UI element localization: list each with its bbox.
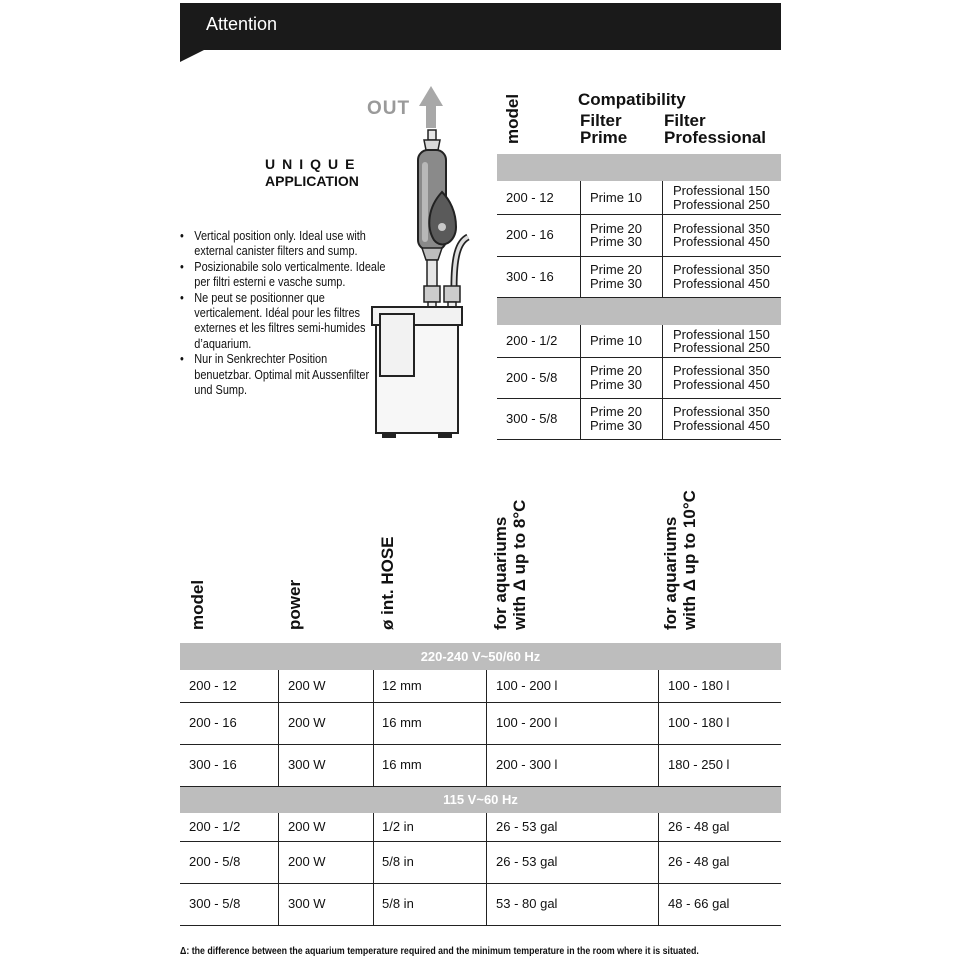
column-divider: [662, 214, 663, 256]
column-divider: [278, 744, 279, 786]
compat-pro-cell: Professional 350 Professional 450: [673, 220, 770, 249]
note-german: • Nur in Senkrechter Position benuetzbar. Optimal mit Aussenfilter und Sump.: [180, 351, 386, 397]
spec-hose-cell: 16 mm: [382, 757, 422, 773]
compat-model-header: model: [503, 93, 522, 144]
spec-10c-cell: 180 - 250 l: [668, 757, 730, 773]
spec-power-cell: 200 W: [288, 819, 326, 835]
spec-power-cell: 200 W: [288, 678, 326, 694]
column-divider: [486, 702, 487, 744]
spec-8c-cell: 26 - 53 gal: [496, 854, 558, 870]
column-divider: [278, 841, 279, 883]
spec-8c-cell: 53 - 80 gal: [496, 896, 558, 912]
spec-8c-cell: 100 - 200 l: [496, 715, 558, 731]
compat-row: [497, 181, 781, 215]
column-divider: [580, 181, 581, 214]
spec-header-hose: ø int. HOSE: [378, 536, 397, 630]
out-label: OUT: [367, 98, 411, 119]
spec-10c-cell: 100 - 180 l: [668, 678, 730, 694]
spec-power-cell: 200 W: [288, 715, 326, 731]
compat-prime-cell: Prime 20 Prime 30: [590, 404, 643, 433]
column-divider: [486, 883, 487, 925]
compat-row: [497, 357, 781, 399]
page-title: Attention: [206, 14, 278, 34]
application-label: APPLICATION: [265, 173, 359, 189]
compat-prime-cell: Prime 20 Prime 30: [590, 262, 643, 291]
spec-8c-cell: 100 - 200 l: [496, 678, 558, 694]
note-italian: • Posizionabile solo verticalmente. Ideale per filtri esterni e vasche sump.: [180, 259, 386, 290]
column-divider: [278, 883, 279, 925]
column-divider: [662, 398, 663, 439]
compat-prime-cell: Prime 10: [590, 333, 643, 349]
spec-hose-cell: 16 mm: [382, 715, 422, 731]
column-divider: [278, 813, 279, 841]
column-divider: [373, 702, 374, 744]
compat-row: [497, 325, 781, 358]
column-divider: [580, 398, 581, 439]
column-divider: [486, 813, 487, 841]
spec-model-cell: 300 - 16: [189, 757, 237, 773]
compat-model-cell: 300 - 5/8: [506, 410, 558, 426]
spec-row: [180, 841, 781, 884]
compat-model-cell: 300 - 16: [506, 268, 554, 284]
spec-model-cell: 200 - 16: [189, 715, 237, 731]
column-divider: [658, 813, 659, 841]
spec-header-model: model: [188, 579, 207, 630]
column-divider: [373, 883, 374, 925]
column-divider: [580, 325, 581, 357]
column-divider: [658, 670, 659, 702]
note-english: • Vertical position only. Ideal use with external canister filters and sump.: [180, 228, 386, 259]
column-divider: [658, 744, 659, 786]
compat-pro-cell: Professional 150 Professional 250: [673, 183, 770, 212]
header-banner-tail: [180, 49, 206, 62]
compat-pro-cell: Professional 350 Professional 450: [673, 363, 770, 392]
compat-pro-cell: Professional 150 Professional 250: [673, 326, 770, 355]
compat-section-bar-1: [497, 154, 781, 181]
spec-header-power: power: [285, 579, 304, 630]
spec-power-cell: 200 W: [288, 854, 326, 870]
column-divider: [662, 325, 663, 357]
spec-10c-cell: 26 - 48 gal: [668, 854, 730, 870]
notes-list: [180, 228, 386, 398]
column-divider: [662, 181, 663, 214]
column-divider: [658, 841, 659, 883]
spec-hose-cell: 5/8 in: [382, 854, 414, 870]
out-arrow-icon: [419, 86, 443, 128]
spec-hose-cell: 5/8 in: [382, 896, 414, 912]
compat-pro-cell: Professional 350 Professional 450: [673, 262, 770, 291]
spec-section-bar-230v: [180, 643, 781, 670]
compat-row: [497, 398, 781, 440]
compat-title: Compatibility: [578, 90, 686, 109]
column-divider: [662, 357, 663, 398]
column-divider: [278, 702, 279, 744]
compat-row: [497, 256, 781, 298]
spec-header-8c: for aquariums with Δ up to 8°C: [491, 499, 529, 630]
spec-power-cell: 300 W: [288, 896, 326, 912]
column-divider: [373, 813, 374, 841]
compat-prime-cell: Prime 20 Prime 30: [590, 363, 643, 392]
compat-pro-header: Filter Professional: [664, 111, 767, 147]
column-divider: [486, 670, 487, 702]
unique-label: UNIQUE: [265, 156, 362, 172]
spec-row: [180, 883, 781, 926]
compat-model-cell: 200 - 1/2: [506, 333, 558, 349]
spec-section-230v-label: 220-240 V~50/60 Hz: [420, 649, 541, 664]
compat-model-cell: 200 - 5/8: [506, 369, 558, 385]
spec-row: [180, 702, 781, 745]
spec-section-115v-label: 115 V~60 Hz: [443, 792, 518, 807]
spec-row: [180, 813, 781, 842]
compat-pro-cell: Professional 350 Professional 450: [673, 404, 770, 433]
spec-hose-cell: 1/2 in: [382, 819, 414, 835]
spec-10c-cell: 100 - 180 l: [668, 715, 730, 731]
column-divider: [373, 744, 374, 786]
column-divider: [658, 883, 659, 925]
column-divider: [580, 214, 581, 256]
spec-10c-cell: 48 - 66 gal: [668, 896, 730, 912]
column-divider: [580, 256, 581, 297]
column-divider: [373, 841, 374, 883]
footnote: Δ: the difference between the aquarium temperature required and the minimum temperature in the room where it is situated.: [180, 946, 699, 957]
compat-prime-header: Filter Prime: [580, 111, 628, 147]
note-french: • Ne peut se positionner que verticalement. Idéal pour les filtres externes et les filtres semi-humides d’aquarium.: [180, 290, 386, 352]
column-divider: [278, 670, 279, 702]
spec-model-cell: 300 - 5/8: [189, 896, 241, 912]
compat-model-cell: 200 - 12: [506, 189, 554, 205]
compat-section-bar-2: [497, 297, 781, 325]
column-divider: [662, 256, 663, 297]
spec-10c-cell: 26 - 48 gal: [668, 819, 730, 835]
column-divider: [486, 841, 487, 883]
column-divider: [580, 357, 581, 398]
spec-model-cell: 200 - 1/2: [189, 819, 241, 835]
spec-model-cell: 200 - 12: [189, 678, 237, 694]
compat-row: [497, 214, 781, 257]
compat-model-cell: 200 - 16: [506, 227, 554, 243]
spec-model-cell: 200 - 5/8: [189, 854, 241, 870]
spec-row: [180, 670, 781, 703]
compat-prime-cell: Prime 10: [590, 189, 643, 205]
column-divider: [658, 702, 659, 744]
spec-8c-cell: 26 - 53 gal: [496, 819, 558, 835]
column-divider: [373, 670, 374, 702]
spec-section-bar-115v: [180, 786, 781, 813]
spec-hose-cell: 12 mm: [382, 678, 422, 694]
spec-power-cell: 300 W: [288, 757, 326, 773]
column-divider: [486, 744, 487, 786]
spec-8c-cell: 200 - 300 l: [496, 757, 558, 773]
compat-prime-cell: Prime 20 Prime 30: [590, 220, 643, 249]
spec-row: [180, 744, 781, 787]
spec-header-10c: for aquariums with Δ up to 10°C: [661, 490, 699, 630]
